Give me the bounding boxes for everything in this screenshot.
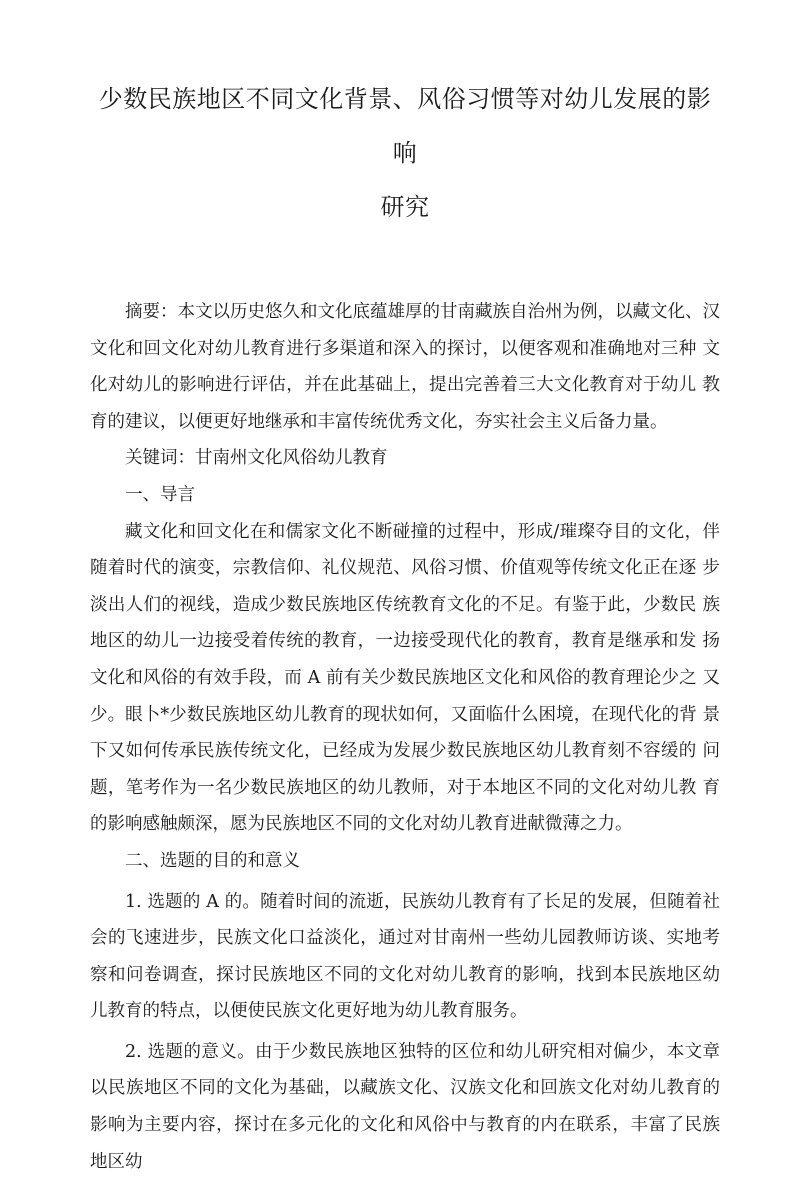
section-1-body: 藏文化和回文化在和儒家文化不断碰撞的过程中，形成/璀璨夺目的文化，伴随着时代的演变，宗教信仰、礼仪规范、风俗习惯、价值观等传统文化正在逐 步淡出人们的视线，造成少数民族地区传统教育文化的不足。有鉴于此，少数民 族地区的幼儿一边接受着传统的教育，一边接受现代化的教育，教育是继承和发 扬文化和风俗的有效手段，而 A 前有关少数民族地区文化和风俗的教育理论少之 又少。眼卜*少数民族地区幼儿教育的现状如何，又面临什么困境，在现代化的背 景下又如何传承民族传统文化，已经成为发展少数民族地区幼儿教育刻不容缓的 问题，笔考作为一名少数民族地区的幼儿教师，对于本地区不同的文化对幼儿教 育的影响感触颇深，愿为民族地区不同的文化对幼儿教育进献微薄之力。 [90,521,720,835]
keywords-paragraph: 关键词：甘南州文化风俗幼儿教育 [125,448,388,469]
section-1-heading: 一、导言 [125,484,195,505]
title-line-1: 少数民族地区不同文化背景、风俗习惯等对幼儿发展的影响 [98,85,712,167]
title-line-2: 研究 [380,193,430,221]
section-2-item-1: 1. 选题的 A 的。随着时间的流逝，民族幼儿教育有了长足的发展，但随着社 会的飞速进步，民族文化口益淡化，通过对甘南州一些幼儿园教师访谈、实地考 察和问卷调查，探讨民族地区不同的文化对幼儿教育的影响，找到本民族地区幼 儿教育的特点，以便使民族文化更好地为幼儿教育服务。 [90,891,720,1022]
document-page [90,72,720,1180]
section-2-heading: 二、选题的目的和意义 [125,850,300,871]
document-title [90,72,720,234]
abstract-paragraph: 摘要：本文以历史悠久和文化底蕴雄厚的甘南藏族自治州为例，以藏文化、汉文化和回文化对幼儿教育进行多渠道和深入的探讨，以便客观和准确地对三种 文化对幼儿的影响进行评估，并在此基础上，提出完善着三大文化教育对于幼儿 教育的建议，以便更好地继承和丰富传统优秀文化，夯实社会主义后备力量。 [90,302,720,432]
title-spacer [90,234,720,294]
section-2-item-2: 2. 选题的意义。由于少数民族地区独特的区位和幼儿研究相对偏少，本文章 以民族地区不同的文化为基础，以藏族文化、汉族文化和回族文化对幼儿教育的 影响为主要内容，探讨在多元化的文化和风俗中与教育的内在联系，丰富了民族 地区幼 [90,1041,720,1172]
